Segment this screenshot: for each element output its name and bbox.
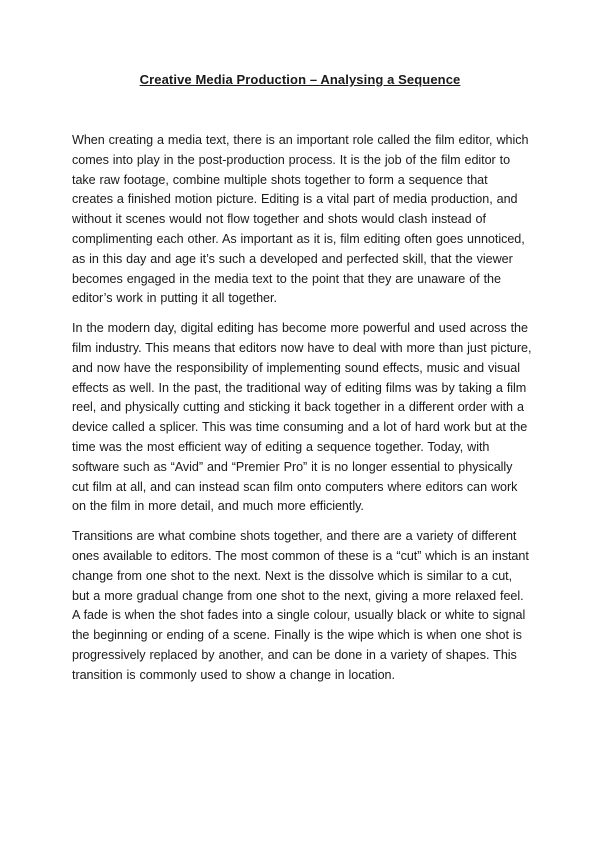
document-title: Creative Media Production – Analysing a Sequence — [139, 72, 461, 87]
document-body — [72, 131, 532, 696]
paragraph-film-editor: When creating a media text, there is an important role called the film editor, which comes into play in the post-production process. It is the job of the film editor to take raw footage, combine multiple shots together to form a sequence that creates a finished motion picture. Editing is a vital part of media production, and without it scenes would not flow together and shots would clash instead of complimenting each other. As important as it is, film editing often goes unnoticed, as in this day and age it’s such a developed and perfected skill, that the viewer becomes engaged in the media text to the point that they are unaware of the editor’s work in putting it all together. — [72, 133, 529, 306]
paragraph-digital-editing: In the modern day, digital editing has become more powerful and used across the film industry. This means that editors now have to deal with more than just picture, and now have the responsibility of implementing sound effects, music and visual effects as well. In the past, the traditional way of editing films was by taking a film reel, and physically cutting and sticking it back together in a different order with a device called a splicer. This was time consuming and a lot of hard work but at the time was the most efficient way of editing a sequence together. Today, with software such as “Avid” and “Premier Pro” it is no longer essential to physically cut film at all, and can instead scan film onto computers where editors can work on the film in more detail, and much more efficiently. — [72, 321, 532, 514]
paragraph-transitions: Transitions are what combine shots together, and there are a variety of different ones available to editors. The most common of these is a “cut” which is an instant change from one shot to the next. Next is the dissolve which is similar to a cut, but a more gradual change from one shot to the next, giving a more relaxed feel. A fade is when the shot fades into a single colour, usually black or white to signal the beginning or ending of a scene. Finally is the wipe which is when one shot is progressively replaced by another, and can be done in a variety of shapes. This transition is commonly used to show a change in location. — [72, 529, 529, 682]
